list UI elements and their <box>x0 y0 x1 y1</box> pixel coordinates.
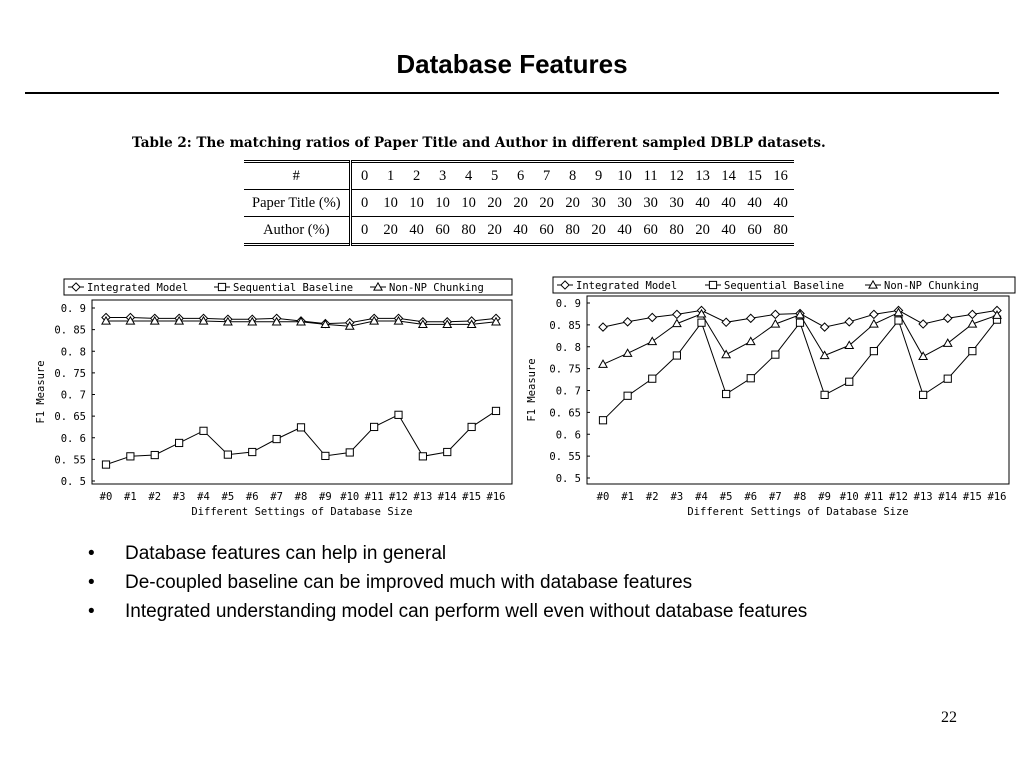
data-point <box>747 337 755 344</box>
data-point <box>176 439 183 446</box>
table-cell: 16 <box>773 167 788 184</box>
x-tick-label: #2 <box>645 491 659 503</box>
slide-title: Database Features <box>396 49 628 79</box>
table-cell: 40 <box>716 190 742 217</box>
data-point <box>944 339 952 346</box>
table-cell: 80 <box>456 217 482 245</box>
x-tick-label: #4 <box>695 491 708 503</box>
y-axis-title: F1 Measure <box>526 358 538 422</box>
x-axis <box>597 491 1007 503</box>
y-tick-label: 0. 7 <box>60 389 86 402</box>
table-cell: 5 <box>490 167 499 184</box>
bullet-item <box>88 601 928 622</box>
table-cell: 60 <box>534 217 560 245</box>
data-point <box>870 320 878 327</box>
table-cell: 9 <box>594 167 603 184</box>
table-cell: 30 <box>638 190 664 217</box>
data-point <box>599 417 606 424</box>
table-cell: 30 <box>586 190 612 217</box>
y-tick-label: 0. 7 <box>555 385 581 398</box>
x-tick-label: #7 <box>270 491 283 503</box>
data-point <box>200 427 207 434</box>
table-cell: 11 <box>643 167 658 184</box>
data-point <box>771 320 779 327</box>
table-cell: 30 <box>664 190 690 217</box>
y-tick-label: 0. 5 <box>555 473 581 485</box>
data-point <box>297 424 304 431</box>
series-square <box>102 407 499 468</box>
data-point <box>722 351 730 358</box>
data-point <box>821 323 829 331</box>
data-point <box>747 375 754 382</box>
bullet-text: Integrated understanding model can perform well even without database features <box>125 601 808 622</box>
data-point <box>845 318 853 326</box>
x-tick-label: #15 <box>962 491 982 503</box>
table-cell: 10 <box>404 190 430 217</box>
table-row-header: Paper Title (%) <box>244 190 350 217</box>
legend-label: Integrated Model <box>87 282 189 294</box>
table-cell: 40 <box>690 190 716 217</box>
y-tick-label: 0. 9 <box>60 303 86 315</box>
legend <box>553 277 1015 293</box>
data-point <box>919 320 927 328</box>
data-point <box>127 453 134 460</box>
x-tick-label: #6 <box>744 491 758 503</box>
x-tick-label: #14 <box>437 491 457 503</box>
y-tick-label: 0. 5 <box>60 476 86 488</box>
x-tick-label: #9 <box>818 491 831 503</box>
x-axis-title: Different Settings of Database Size <box>191 506 413 518</box>
legend-marker <box>218 283 225 290</box>
matching-ratio-table-block <box>132 135 932 246</box>
data-point <box>648 337 656 344</box>
x-tick-label: #8 <box>793 491 807 503</box>
bullet-text: De-coupled baseline can be improved much with database features <box>125 572 693 593</box>
series-line <box>106 411 496 465</box>
y-tick-label: 0. 8 <box>555 341 581 354</box>
y-axis <box>54 303 95 488</box>
bullet-symbol: • <box>88 601 95 622</box>
table-cell: 8 <box>568 167 577 184</box>
x-tick-label: #0 <box>99 491 113 503</box>
table-row <box>244 217 794 245</box>
series-triangle <box>599 309 1001 368</box>
data-point <box>492 407 499 414</box>
bullet-item <box>88 572 928 593</box>
table-cell: 6 <box>516 167 525 184</box>
data-point <box>151 451 158 458</box>
x-tick-label: #0 <box>596 491 610 503</box>
table-cell: 80 <box>560 217 586 245</box>
y-axis-title: F1 Measure <box>35 360 47 424</box>
table-cell: 10 <box>378 190 404 217</box>
bullet-item <box>88 543 928 564</box>
data-point <box>648 313 656 321</box>
table-cell: 4 <box>464 167 473 184</box>
data-point <box>870 310 878 318</box>
table-cell: 20 <box>534 190 560 217</box>
x-axis-title: Different Settings of Database Size <box>687 506 909 518</box>
table-cell: 0 <box>360 167 369 184</box>
data-point <box>747 314 755 322</box>
x-tick-label: #3 <box>172 491 186 503</box>
data-point <box>944 314 952 322</box>
x-tick-label: #9 <box>319 491 332 503</box>
data-point <box>673 319 681 326</box>
bullet-text: Database features can help in general <box>125 543 447 564</box>
y-tick-label: 0. 6 <box>555 429 581 442</box>
data-point <box>444 448 451 455</box>
y-tick-label: 0. 65 <box>549 407 581 420</box>
y-tick-label: 0. 85 <box>54 324 86 337</box>
x-tick-label: #13 <box>913 491 933 503</box>
legend-label: Sequential Baseline <box>724 280 845 292</box>
table-caption: Table 2: The matching ratios of Paper Title and Author in different sampled DBLP datasets. <box>132 135 826 151</box>
table-cell: 60 <box>742 217 768 245</box>
data-point <box>723 390 730 397</box>
data-point <box>599 360 607 367</box>
x-tick-label: #16 <box>486 491 506 503</box>
data-point <box>969 348 976 355</box>
bullet-symbol: • <box>88 543 95 564</box>
x-tick-label: #15 <box>462 491 482 503</box>
x-tick-label: #11 <box>864 491 884 503</box>
table-cell: 40 <box>404 217 430 245</box>
data-point <box>771 310 779 318</box>
y-tick-label: 0. 9 <box>555 298 581 310</box>
table-cell: 12 <box>669 167 684 184</box>
bullet-symbol: • <box>88 572 95 593</box>
table-cell: 20 <box>378 217 404 245</box>
matching-ratio-table <box>244 160 794 246</box>
x-tick-label: #14 <box>938 491 958 503</box>
table-cell: 40 <box>612 217 638 245</box>
data-point <box>273 435 280 442</box>
x-tick-label: #8 <box>294 491 308 503</box>
x-tick-label: #11 <box>364 491 384 503</box>
table-cell: 40 <box>508 217 534 245</box>
y-axis <box>549 298 590 485</box>
data-point <box>673 310 681 318</box>
title-divider <box>25 92 999 94</box>
data-point <box>649 375 656 382</box>
x-tick-label: #1 <box>621 491 634 503</box>
table-row <box>244 162 794 190</box>
data-point <box>346 449 353 456</box>
data-point <box>698 319 705 326</box>
data-point <box>395 411 402 418</box>
data-point <box>322 452 329 459</box>
x-tick-label: #5 <box>221 491 235 503</box>
x-tick-label: #13 <box>413 491 433 503</box>
table-cell: 80 <box>768 217 794 245</box>
x-tick-label: #4 <box>197 491 210 503</box>
bullet-list <box>88 543 928 630</box>
y-tick-label: 0. 65 <box>54 411 86 424</box>
f1-chart-left <box>34 274 516 524</box>
legend-label: Integrated Model <box>576 280 678 292</box>
x-tick-label: #12 <box>389 491 408 503</box>
legend-label: Sequential Baseline <box>233 282 354 294</box>
data-point <box>870 348 877 355</box>
x-axis <box>100 491 506 503</box>
x-tick-label: #5 <box>719 491 733 503</box>
table-cell: 13 <box>695 167 710 184</box>
data-point <box>419 453 426 460</box>
table-cell: 20 <box>690 217 716 245</box>
table-cell: 20 <box>586 217 612 245</box>
data-point <box>371 423 378 430</box>
table-cell: 10 <box>617 167 632 184</box>
x-tick-label: #6 <box>245 491 259 503</box>
table-cell: 10 <box>430 190 456 217</box>
data-point <box>624 349 632 356</box>
y-tick-label: 0. 55 <box>54 454 86 467</box>
table-cell: 7 <box>542 167 551 184</box>
legend-label: Non-NP Chunking <box>884 280 979 292</box>
f1-chart-right-svg <box>521 272 1017 522</box>
y-tick-label: 0. 85 <box>549 319 581 332</box>
data-point <box>673 352 680 359</box>
table-row-header: Author (%) <box>244 217 350 245</box>
data-point <box>821 391 828 398</box>
table-cell: 80 <box>664 217 690 245</box>
data-point <box>722 318 730 326</box>
table-cell: 60 <box>638 217 664 245</box>
data-point <box>968 310 976 318</box>
legend-marker <box>709 281 716 288</box>
table-cell: 3 <box>438 167 447 184</box>
y-tick-label: 0. 75 <box>54 367 86 380</box>
data-point <box>772 351 779 358</box>
data-point <box>599 323 607 331</box>
data-point <box>224 451 231 458</box>
table-cell: 1 <box>386 167 395 184</box>
table-cell: 40 <box>716 217 742 245</box>
data-point <box>944 375 951 382</box>
table-cell: 10 <box>456 190 482 217</box>
y-tick-label: 0. 8 <box>60 346 86 359</box>
data-point <box>919 352 927 359</box>
y-tick-label: 0. 6 <box>60 432 86 445</box>
x-tick-label: #7 <box>769 491 782 503</box>
y-tick-label: 0. 75 <box>549 363 581 376</box>
table-row-header: # <box>244 162 350 190</box>
x-tick-label: #12 <box>889 491 908 503</box>
data-point <box>624 392 631 399</box>
x-tick-label: #10 <box>839 491 859 503</box>
legend-label: Non-NP Chunking <box>389 282 484 294</box>
table-cell: 20 <box>508 190 534 217</box>
f1-chart-right <box>521 272 1017 522</box>
f1-chart-left-svg <box>34 274 516 524</box>
table-cell: 20 <box>560 190 586 217</box>
data-point <box>846 378 853 385</box>
data-point <box>102 461 109 468</box>
table-cell: 15 <box>747 167 762 184</box>
table-row <box>244 190 794 217</box>
table-cell: 0 <box>350 217 378 245</box>
data-point <box>920 391 927 398</box>
table-cell: 20 <box>482 217 508 245</box>
table-cell: 20 <box>482 190 508 217</box>
data-point <box>249 448 256 455</box>
x-tick-label: #16 <box>987 491 1007 503</box>
legend <box>64 279 512 295</box>
data-point <box>624 318 632 326</box>
x-tick-label: #1 <box>124 491 137 503</box>
series-square <box>599 316 1000 424</box>
table-cell: 14 <box>721 167 736 184</box>
page-number: 22 <box>941 709 957 726</box>
y-tick-label: 0. 55 <box>549 451 581 464</box>
data-point <box>468 423 475 430</box>
table-cell: 60 <box>430 217 456 245</box>
table-cell: 0 <box>350 190 378 217</box>
table-cell: 40 <box>742 190 768 217</box>
x-tick-label: #2 <box>148 491 162 503</box>
table-cell: 40 <box>768 190 794 217</box>
x-tick-label: #10 <box>340 491 360 503</box>
table-cell: 2 <box>412 167 421 184</box>
x-tick-label: #3 <box>670 491 684 503</box>
table-cell: 30 <box>612 190 638 217</box>
data-point <box>796 319 803 326</box>
data-point <box>821 351 829 358</box>
